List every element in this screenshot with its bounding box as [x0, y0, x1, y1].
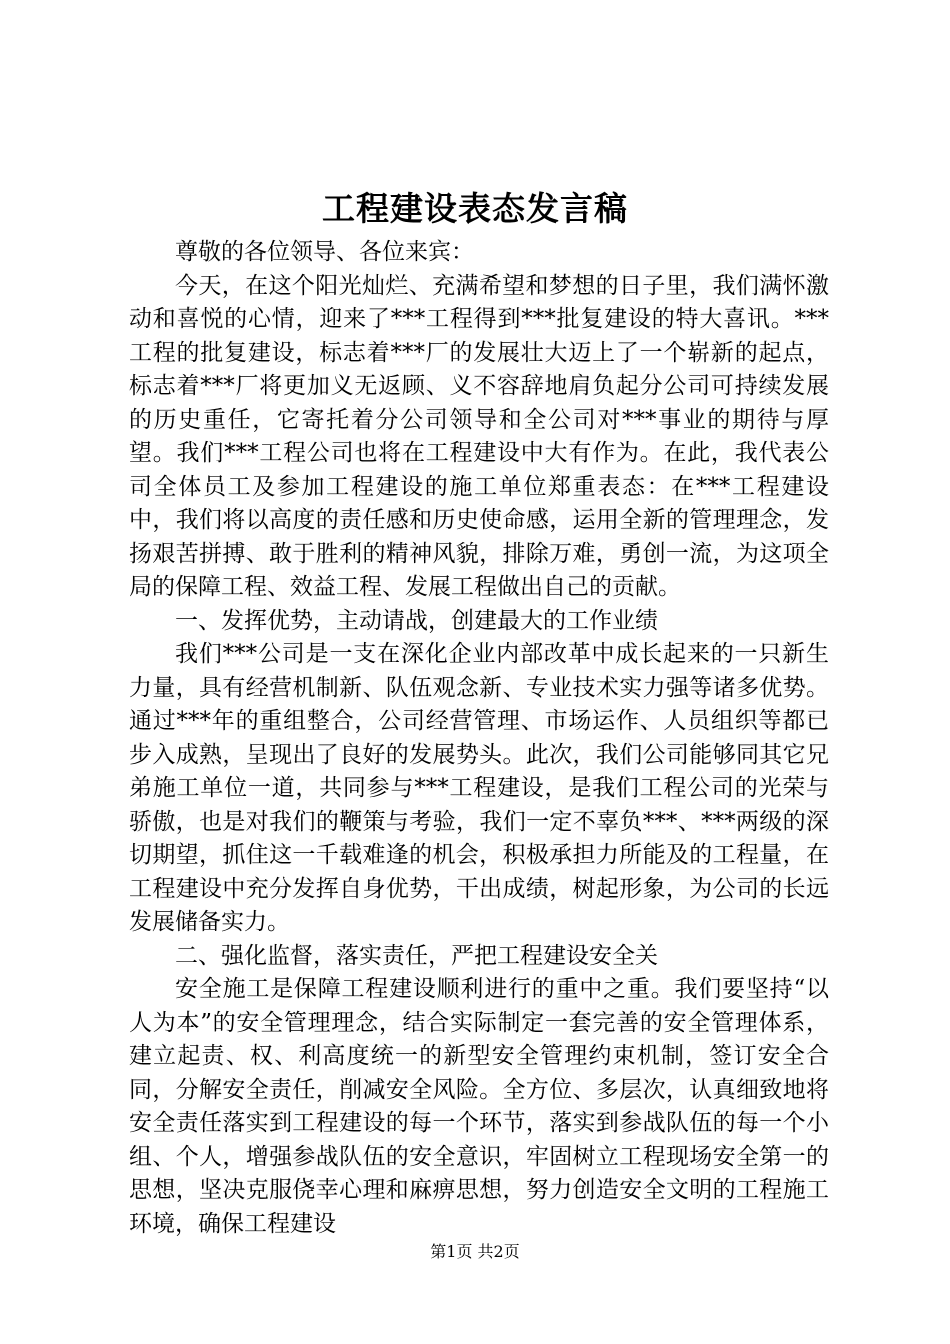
page-footer: 第1页 共2页: [430, 1242, 520, 1261]
section-1-paragraph: 我们***公司是一支在深化企业内部改革中成长起来的一只新生力量，具有经营机制新、队伍观念新、专业技术实力强等诸多优势。通过***年的重组整合，公司经营管理、市场运作、人员组织等都已步入成熟，呈现出了良好的发展势头。此次，我们公司能够同其它兄弟施工单位一道，共同参与***工程建设，是我们工程公司的光荣与骄傲，也是对我们的鞭策与考验，我们一定不辜负***、***两级的深切期望，抓住这一千载难逢的机会，积极承担力所能及的工程量，在工程建设中充分发挥自身优势，干出成绩，树起形象，为公司的长远发展储备实力。: [129, 641, 829, 935]
section-2-paragraph: 安全施工是保障工程建设顺利进行的重中之重。我们要坚持“以人为本”的安全管理理念，结合实际制定一套完善的安全管理体系，建立起责、权、利高度统一的新型安全管理约束机制，签订安全合同，分解安全责任，削减安全风险。全方位、多层次，认真细致地将安全责任落实到工程建设的每一个环节，落实到参战队伍的每一个小组、个人，增强参战队伍的安全意识，牢固树立工程现场安全第一的思想，坚决克服侥幸心理和麻痹思想，努力创造安全文明的工程施工环境，确保工程建设: [129, 976, 829, 1237]
document-title: 工程建设表态发言稿: [322, 189, 628, 228]
section-heading-1: 一、发挥优势，主动请战，创建最大的工作业绩: [175, 607, 658, 634]
salutation-paragraph: 尊敬的各位领导、各位来宾：: [175, 239, 474, 265]
intro-paragraph: 今天，在这个阳光灿烂、充满希望和梦想的日子里，我们满怀激动和喜悦的心情，迎来了***工程得到***批复建设的特大喜讯。***工程的批复建设，标志着***厂的发展壮大迈上了一个崭新的起点，标志着***厂将更加义无返顾、义不容辞地肩负起分公司可持续发展的历史重任，它寄托着分公司领导和全公司对***事业的期待与厚望。我们***工程公司也将在工程建设中大有作为。在此，我代表公司全体员工及参加工程建设的施工单位郑重表态：在***工程建设中，我们将以高度的责任感和历史使命感，运用全新的管理理念，发扬艰苦拼搏、敢于胜利的精神风貌，排除万难，勇创一流，为这项全局的保障工程、效益工程、发展工程做出自己的贡献。: [129, 272, 829, 600]
section-heading-2: 二、强化监督，落实责任，严把工程建设安全关: [175, 942, 658, 969]
document-body: [129, 236, 829, 1241]
